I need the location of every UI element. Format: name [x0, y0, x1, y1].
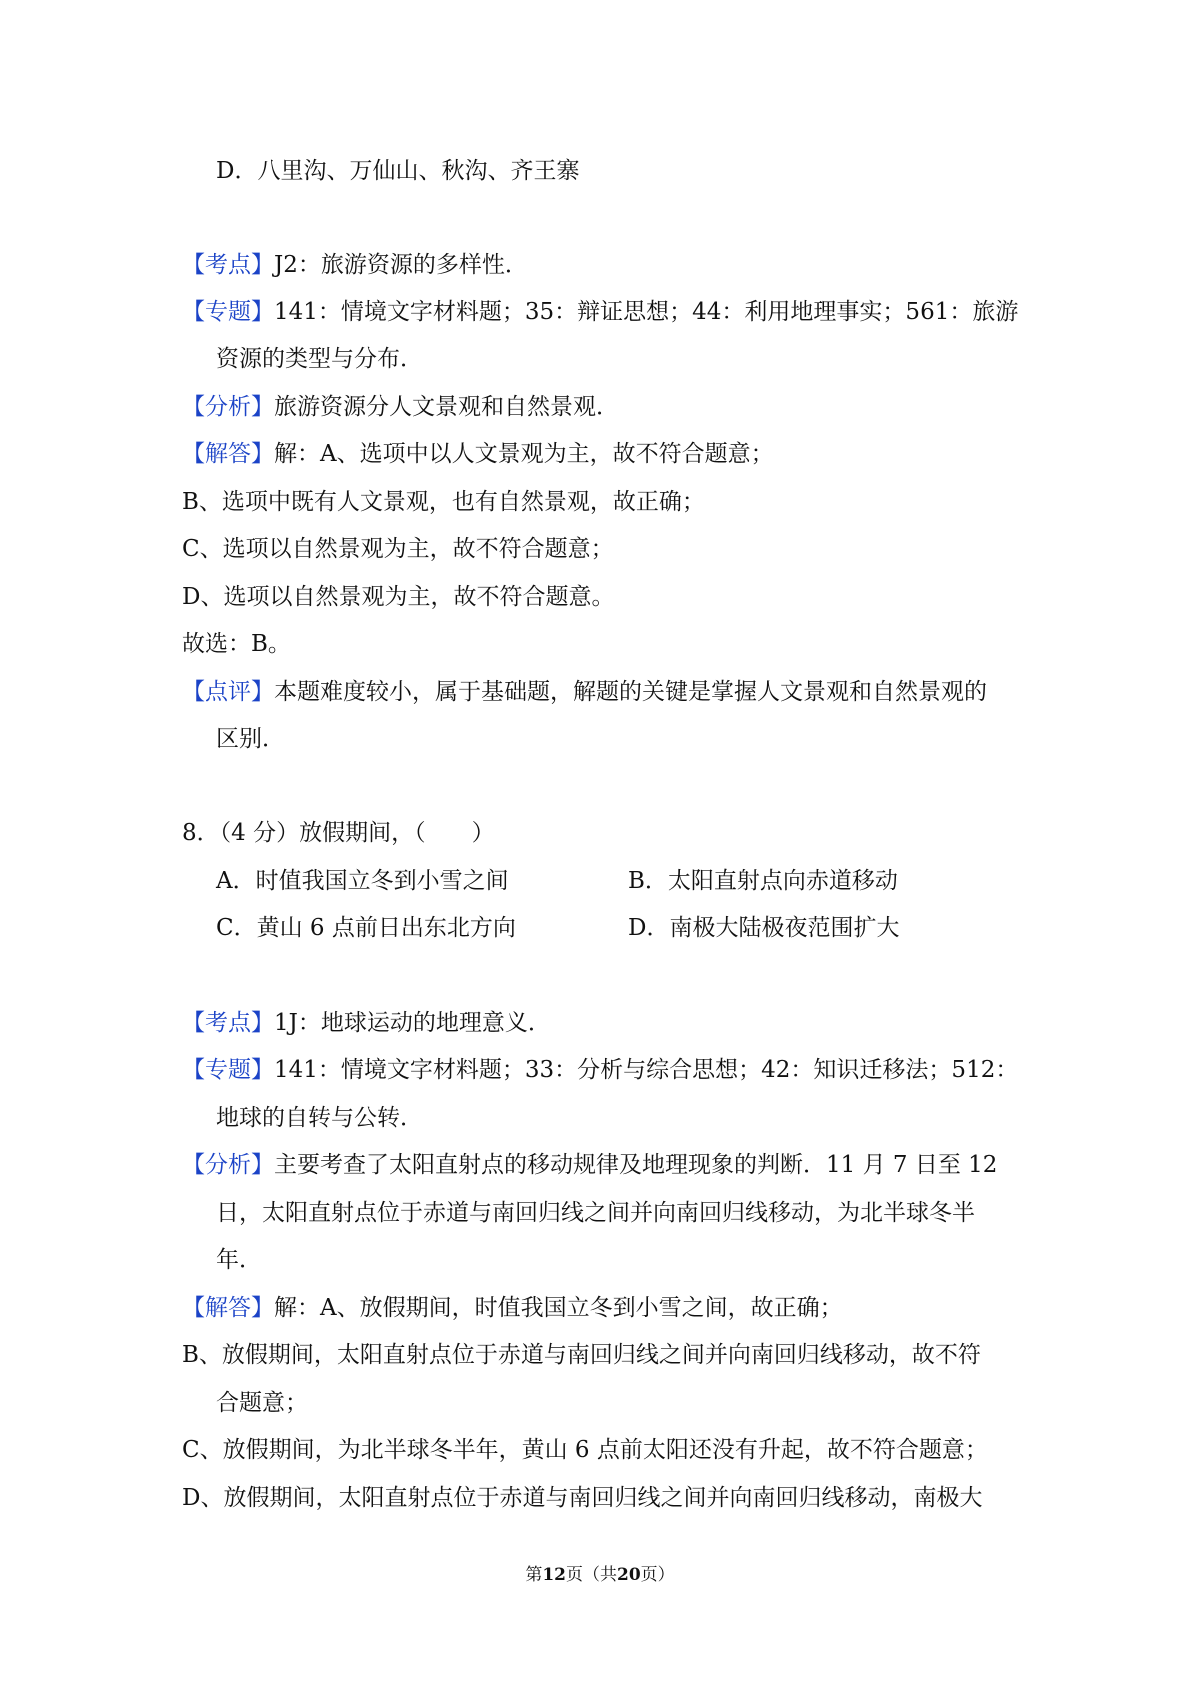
footer-pre: 第	[525, 1565, 543, 1585]
q7-fenxi	[182, 392, 619, 422]
q8-zhuanti	[182, 1055, 1018, 1085]
zhuanti-text: 141：情境文字材料题；35：辩证思想；44：利用地理事实；561：旅游	[274, 299, 1019, 325]
q8-jieda	[182, 1293, 843, 1323]
dianping-tag: 【点评】	[182, 679, 274, 705]
q7-line-b: B、选项中既有人文景观，也有自然景观，故正确；	[182, 489, 705, 515]
q8-option-c: C．黄山 6 点前日出东北方向	[216, 915, 516, 941]
page-total: 20	[617, 1565, 641, 1585]
q8-line-c: C、放假期间，为北半球冬半年，黄山 6 点前太阳还没有升起，故不符合题意；	[182, 1437, 988, 1463]
q7-answer: 故选：B。	[182, 631, 291, 657]
q8-option-b: B．太阳直射点向赤道移动	[628, 868, 898, 894]
kaodian-text: 1J：地球运动的地理意义．	[274, 1010, 551, 1036]
jieda-text: 解：A、放假期间，时值我国立冬到小雪之间，故正确；	[274, 1295, 843, 1321]
jieda-text: 解：A、选项中以人文景观为主，故不符合题意；	[274, 441, 774, 467]
q8-line-d: D、放假期间，太阳直射点位于赤道与南回归线之间并向南回归线移动，南极大	[182, 1485, 983, 1511]
q7-dianping-cont: 区别．	[216, 726, 285, 752]
footer-post: 页）	[640, 1565, 675, 1585]
zhuanti-tag: 【专题】	[182, 299, 274, 325]
fenxi-tag: 【分析】	[182, 394, 274, 420]
kaodian-tag: 【考点】	[182, 1010, 274, 1036]
jieda-tag: 【解答】	[182, 1295, 274, 1321]
zhuanti-text: 141：情境文字材料题；33：分析与综合思想；42：知识迁移法；512：	[274, 1057, 1019, 1083]
q8-fenxi-cont: 日，太阳直射点位于赤道与南回归线之间并向南回归线移动，为北半球冬半	[216, 1200, 975, 1226]
dianping-text: 本题难度较小，属于基础题，解题的关键是掌握人文景观和自然景观的	[274, 679, 987, 705]
q8-stem: 8．（4 分）放假期间，（ ）	[182, 820, 495, 846]
q7-zhuanti	[182, 297, 1018, 327]
q8-line-b: B、放假期间，太阳直射点位于赤道与南回归线之间并向南回归线移动，故不符	[182, 1342, 981, 1368]
q8-option-a: A．时值我国立冬到小雪之间	[216, 868, 509, 894]
q7-jieda	[182, 439, 774, 469]
footer-mid: 页（共	[566, 1565, 617, 1585]
fenxi-text: 旅游资源分人文景观和自然景观．	[274, 394, 619, 420]
q8-fenxi-cont2: 年．	[216, 1247, 262, 1273]
zhuanti-tag: 【专题】	[182, 1057, 274, 1083]
q8-fenxi	[182, 1150, 997, 1180]
page-footer	[0, 1560, 1200, 1585]
q7-line-c: C、选项以自然景观为主，故不符合题意；	[182, 536, 614, 562]
q8-option-d: D．南极大陆极夜范围扩大	[628, 915, 900, 941]
q8-line-b-cont: 合题意；	[216, 1390, 308, 1416]
q8-kaodian	[182, 1008, 551, 1038]
page-number: 12	[542, 1565, 566, 1585]
q7-dianping	[182, 677, 987, 707]
q8-zhuanti-cont: 地球的自转与公转．	[216, 1105, 423, 1131]
jieda-tag: 【解答】	[182, 441, 274, 467]
q7-line-d: D、选项以自然景观为主，故不符合题意。	[182, 584, 615, 610]
q7-option-d: D．八里沟、万仙山、秋沟、齐王寨	[216, 158, 580, 184]
q7-zhuanti-cont: 资源的类型与分布．	[216, 346, 423, 372]
q7-kaodian	[182, 250, 528, 280]
kaodian-text: J2：旅游资源的多样性．	[274, 252, 528, 278]
fenxi-tag: 【分析】	[182, 1152, 274, 1178]
kaodian-tag: 【考点】	[182, 252, 274, 278]
fenxi-text: 主要考查了太阳直射点的移动规律及地理现象的判断．11 月 7 日至 12	[274, 1152, 998, 1178]
